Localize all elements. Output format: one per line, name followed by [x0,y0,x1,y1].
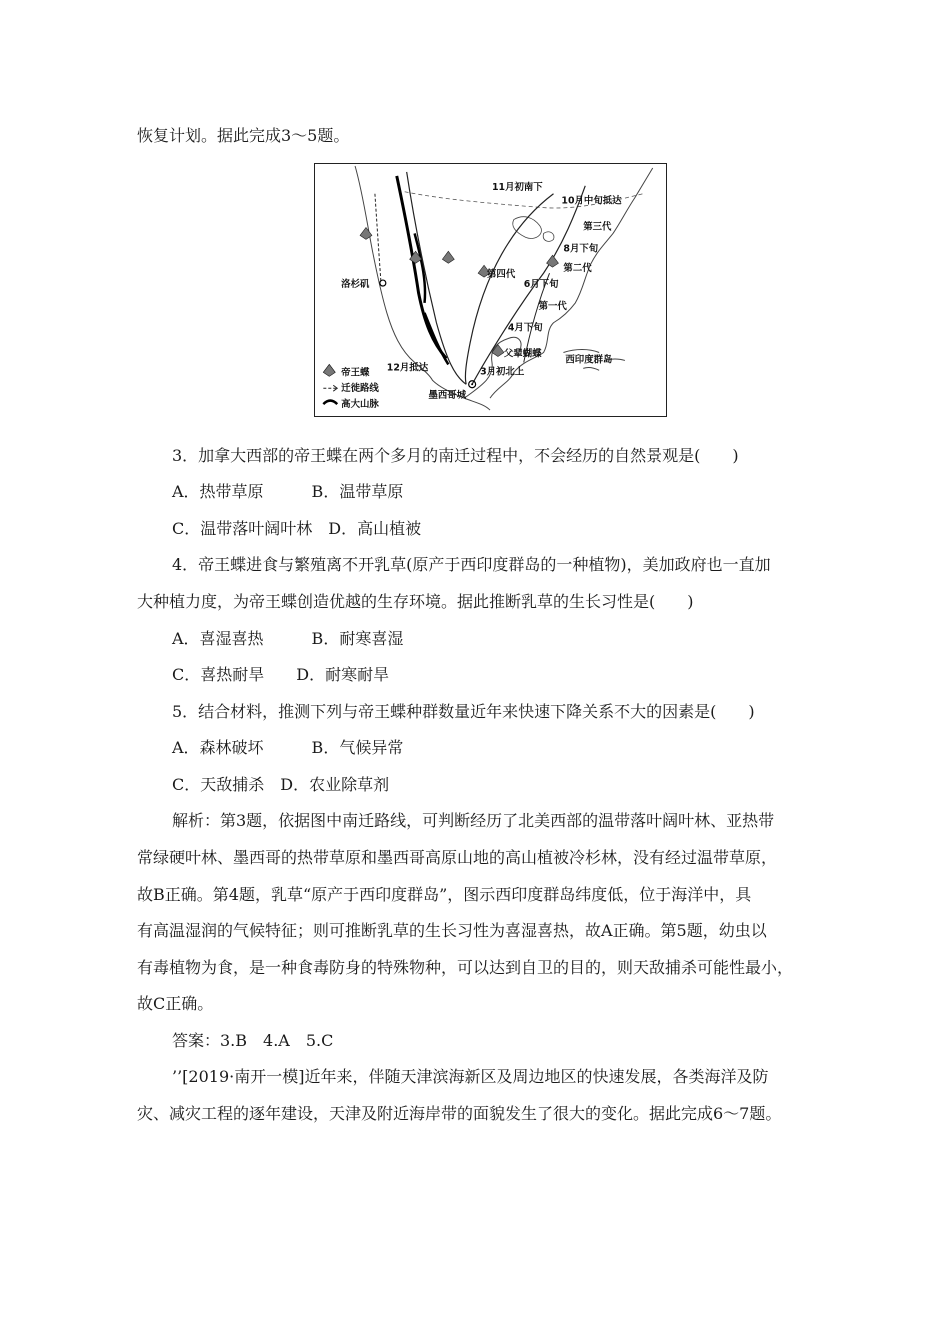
label-gen4: 第四代 [487,269,516,281]
label-westindies: 西印度群岛 [565,354,613,366]
label-mar: 3月初北上 [480,366,525,378]
answer-line: 答案：3.B 4.A 5.C [172,1031,334,1050]
analysis-line6: 故C正确。 [137,994,214,1013]
label-oct: 10月中旬抵达 [561,195,622,207]
question-5: 5．结合材料，推测下列与帝王蝶种群数量近年来快速下降关系不大的因素是( ) [172,702,755,721]
map-legend [323,364,379,410]
analysis-line3: 故B正确。第4题，乳草“原产于西印度群岛”，图示西印度群岛纬度低，位于海洋中，具 [137,885,752,904]
monarch-migration-map [314,163,667,417]
question-4-options-cd: C．喜热耐旱 D．耐寒耐旱 [172,665,390,684]
question-3-options-cd: C．温带落叶阔叶林 D．高山植被 [172,519,422,538]
la-marker [380,280,386,286]
question-3-options-ab: A．热带草原 B．温带草原 [172,482,404,501]
next-intro-line2: 灾、减灾工程的逐年建设，天津及附近海岸带的面貌发生了很大的变化。据此完成6～7题。 [137,1104,782,1123]
analysis-line5: 有毒植物为食，是一种食毒防身的特殊物种，可以达到自卫的目的，则天敌捕杀可能性最小， [137,958,794,977]
label-nov: 11月初南下 [491,181,543,193]
question-4-options-ab: A．喜湿喜热 B．耐寒喜湿 [172,629,404,648]
question-5-options-ab: A．森林破坏 B．气候异常 [172,738,404,757]
legend-route: 迁徙路线 [341,383,379,395]
question-4-line2: 大种植力度，为帝王蝶创造优越的生存环境。据此推断乳草的生长习性是( ) [137,592,694,611]
next-intro-line1: ’’[2019·南开一模]近年来，伴随天津滨海新区及周边地区的快速发展，各类海洋及防 [172,1067,769,1086]
question-4-line1: 4．帝王蝶进食与繁殖离不开乳草(原产于西印度群岛的一种植物)，美加政府也一直加 [172,555,771,574]
label-parent: 父辈蝴蝶 [503,348,542,360]
label-dec: 12月抵达 [386,362,429,374]
label-gen3: 第三代 [583,221,612,233]
label-apr: 4月下旬 [507,322,543,334]
map-svg [315,164,666,416]
legend-mountain: 高大山脉 [341,399,379,411]
question-3: 3．加拿大西部的帝王蝶在两个多月的南迁过程中，不会经历的自然景观是( ) [172,446,739,465]
question-5-options-cd: C．天敌捕杀 D．农业除草剂 [172,775,390,794]
label-gen1: 第一代 [538,300,567,312]
label-jun: 6月下旬 [523,279,559,291]
label-la: 洛杉矶 [341,279,370,291]
label-gen2: 第二代 [563,263,592,275]
analysis-line4: 有高温湿润的气候特征；则可推断乳草的生长习性为喜湿喜热，故A正确。第5题，幼虫以 [137,921,767,940]
analysis-line1: 解析：第3题，依据图中南迁路线，可判断经历了北美西部的温带落叶阔叶林、亚热带 [172,811,775,830]
analysis-line2: 常绿硬叶林、墨西哥的热带草原和墨西哥高原山地的高山植被冷杉林，没有经过温带草原， [137,848,778,867]
intro-text: 恢复计划。据此完成3～5题。 [137,126,350,145]
label-mexicocity: 墨西哥城 [428,390,467,402]
label-aug: 8月下旬 [563,243,599,255]
great-lakes [513,217,554,242]
legend-butterfly: 帝王蝶 [341,367,370,379]
